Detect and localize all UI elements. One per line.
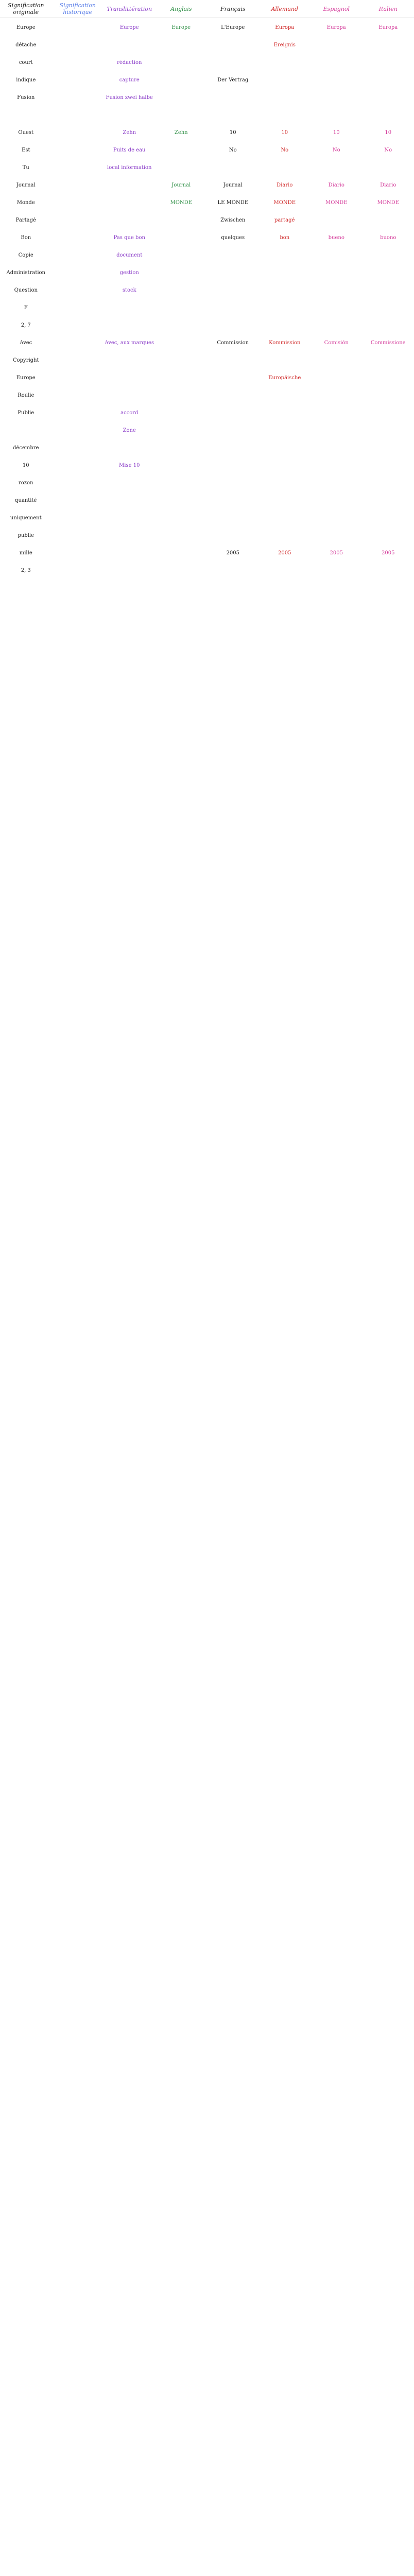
table-row	[0, 527, 414, 544]
table-row	[0, 71, 414, 89]
table-cell: Commissione	[370, 340, 406, 346]
table-cell: Europa	[275, 24, 295, 30]
table-cell: L'Europe	[221, 24, 245, 30]
table-cell: Publie	[18, 410, 34, 416]
table-cell: décembre	[13, 445, 39, 451]
table-row	[0, 194, 414, 211]
table-cell: Europe	[16, 24, 36, 30]
table-cell: No	[281, 147, 289, 153]
table-row	[0, 316, 414, 334]
table-cell: partagé	[274, 217, 295, 223]
table-cell: bon	[280, 234, 290, 241]
table-cell: Europa	[378, 24, 398, 30]
table-cell: Bon	[21, 234, 31, 241]
column-header: Italien	[378, 5, 398, 12]
table-cell: Avec, aux marques	[105, 340, 154, 346]
table-cell: buono	[380, 234, 396, 241]
table-cell: Copie	[18, 252, 33, 258]
table-row	[0, 211, 414, 229]
table-cell: 2005	[278, 550, 291, 556]
table-cell: 10	[229, 129, 236, 135]
table-cell: document	[116, 252, 143, 258]
table-cell: stock	[122, 287, 136, 293]
table-cell: Tu	[22, 164, 29, 171]
column-header: Français	[220, 5, 246, 12]
table-row	[0, 509, 414, 527]
table-cell: Europa	[326, 24, 346, 30]
table-cell: uniquement	[10, 515, 42, 521]
table-cell: Europäische	[268, 375, 301, 381]
table-cell: Europe	[119, 24, 139, 30]
table-row	[0, 562, 414, 579]
table-cell: LE MONDE	[217, 199, 249, 206]
table-cell: Der Vertrag	[217, 77, 249, 83]
table-row	[0, 351, 414, 369]
table-cell: Ereignis	[273, 42, 296, 48]
column-header: Espagnol	[323, 5, 350, 12]
table-cell: Europe	[171, 24, 191, 30]
table-row	[0, 89, 414, 106]
table-row	[0, 124, 414, 141]
table-cell: gestion	[119, 269, 139, 276]
table-cell: Question	[14, 287, 38, 293]
table-cell: Zehn	[123, 129, 136, 135]
table-row	[0, 421, 414, 439]
table-cell: capture	[119, 77, 140, 83]
table-cell: Journal	[171, 182, 191, 188]
table-cell: Pas que bon	[113, 234, 145, 241]
table-row	[0, 299, 414, 316]
table-row	[0, 264, 414, 281]
table-cell: Est	[22, 147, 30, 153]
table-cell: 2, 7	[21, 322, 31, 328]
table-cell: mille	[19, 550, 32, 556]
table-row	[0, 141, 414, 159]
table-cell: Diario	[328, 182, 344, 188]
table-cell: Journal	[223, 182, 243, 188]
table-cell: Roulie	[18, 392, 34, 398]
table-row	[0, 404, 414, 421]
column-header: Anglais	[170, 5, 192, 12]
column-header: Signification historique	[59, 2, 96, 15]
table-cell: indique	[16, 77, 36, 83]
table-row	[0, 229, 414, 246]
table-row	[0, 456, 414, 474]
table-cell: Zehn	[174, 129, 188, 135]
table-cell: rédaction	[117, 59, 142, 65]
table-cell: 2005	[226, 550, 239, 556]
table-cell: Journal	[16, 182, 36, 188]
table-cell: Partagé	[15, 217, 36, 223]
table-cell: accord	[120, 410, 139, 416]
table-cell: Zone	[123, 427, 136, 433]
column-header: Translittération	[107, 5, 152, 12]
table-row	[0, 281, 414, 299]
table-row	[0, 106, 414, 124]
table-cell: Diario	[380, 182, 396, 188]
table-row	[0, 54, 414, 71]
table-cell: Europe	[16, 375, 36, 381]
table-cell: MONDE	[325, 199, 348, 206]
table-row	[0, 544, 414, 562]
table-cell: Fusion zwei halbe	[106, 94, 153, 100]
table-cell: MONDE	[377, 199, 399, 206]
table-cell: Puits de eau	[113, 147, 146, 153]
table-cell: publie	[18, 532, 34, 538]
table-cell: Mise 10	[119, 462, 140, 468]
table-row	[0, 19, 414, 36]
table-row	[0, 36, 414, 54]
column-header: Allemand	[271, 5, 299, 12]
table-cell: No	[384, 147, 392, 153]
table-cell: Commission	[217, 340, 249, 346]
table-cell: Administration	[6, 269, 45, 276]
table-cell: Zwischen	[220, 217, 246, 223]
column-header-row	[0, 0, 414, 18]
table-cell: Diario	[277, 182, 293, 188]
table-row	[0, 492, 414, 509]
table-cell: court	[19, 59, 33, 65]
column-header: Signification originale	[8, 2, 44, 15]
table-cell: 10	[333, 129, 340, 135]
table-cell: 2005	[330, 550, 343, 556]
table-row	[0, 246, 414, 264]
table-row	[0, 334, 414, 351]
table-row	[0, 386, 414, 404]
table-cell: 10	[385, 129, 392, 135]
table-cell: Kommission	[269, 340, 301, 346]
table-body	[0, 19, 414, 579]
table-cell: MONDE	[273, 199, 296, 206]
table-row	[0, 159, 414, 176]
table-cell: quantité	[15, 497, 37, 503]
table-cell: bueno	[328, 234, 344, 241]
table-cell: détache	[15, 42, 37, 48]
table-cell: Avec	[20, 340, 32, 346]
table-cell: 2005	[382, 550, 395, 556]
table-cell: F	[24, 304, 28, 311]
table-cell: quelques	[221, 234, 245, 241]
table-cell: Comisión	[324, 340, 349, 346]
table-row	[0, 439, 414, 456]
table-cell: Monde	[16, 199, 35, 206]
table-cell: Ouest	[18, 129, 34, 135]
table-cell: 10	[281, 129, 288, 135]
table-cell: Fusion	[17, 94, 35, 100]
table-row	[0, 474, 414, 492]
table-cell: MONDE	[170, 199, 192, 206]
table-cell: Copyright	[12, 357, 39, 363]
table-cell: 10	[22, 462, 29, 468]
table-row	[0, 369, 414, 386]
table-row	[0, 176, 414, 194]
table-cell: rozon	[18, 480, 33, 486]
table-cell: local information	[107, 164, 152, 171]
table-cell: 2, 3	[21, 567, 31, 573]
table-cell: No	[332, 147, 340, 153]
table-cell: No	[229, 147, 237, 153]
